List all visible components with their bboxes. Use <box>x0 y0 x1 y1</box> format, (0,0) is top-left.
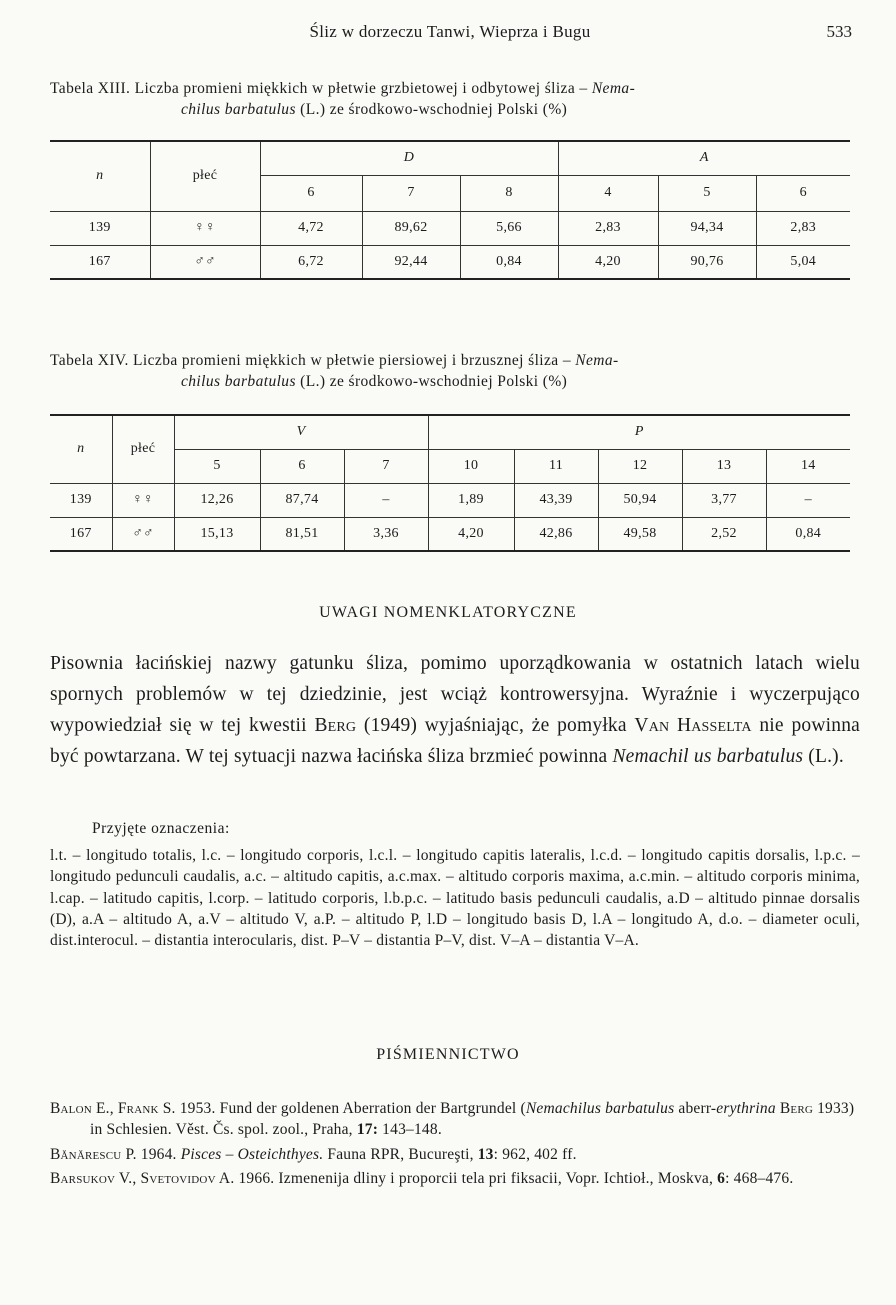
reference-volume: 17: <box>356 1121 379 1139</box>
paragraph-text: (1949) wyjaśniając, że pomyłka <box>356 715 635 736</box>
reference-item <box>50 1168 860 1189</box>
table-cell: 4,20 <box>428 517 514 551</box>
table13-caption-prefix: Tabela XIII. Liczba promieni miękkich w płetwie grzbietowej i odbytowej śliza – <box>50 80 592 97</box>
reference-text: aberr- <box>674 1100 717 1117</box>
abbreviations-text: l.t. – longitudo totalis, l.c. – longitudo corporis, l.c.l. – longitudo capitis lateralis, l.c.d. – longitudo capitis dorsalis, l.p.c. – longitudo pedunculi caudalis, a.c. – altitudo capitis, a.c.max. – altitudo corporis maxima, a.c.min. – altitudo corporis minima, l.cap. – latitudo capitis, l.corp. – latitudo corporis, l.b.p.c. – latitudo basis pedunculi caudalis, a.D – altitudo pinnae dorsalis (D), a.A – altitudo A, a.V – altitudo V, a.P. – altitudo P, l.D – longitudo basis D, l.A – longitudo A, d.o. – diameter oculi, dist.interocul. – distantia interocularis, dist. P–V – distantia P–V, dist. V–A – distantia V–A. <box>50 847 860 950</box>
reference-italic: Pisces – Osteichthyes. <box>180 1145 324 1163</box>
table-cell: 89,62 <box>362 211 460 245</box>
table14-subheader: 13 <box>682 449 766 483</box>
table-cell-n: 139 <box>50 211 150 245</box>
table-cell-sex: ♂♂ <box>112 517 174 551</box>
table14-caption-suffix: (L.) ze środkowo-wschodniej Polski (%) <box>295 373 568 390</box>
table-cell-n: 167 <box>50 245 150 279</box>
reference-item <box>50 1098 860 1141</box>
running-head <box>48 22 852 46</box>
table-cell: 5,66 <box>460 211 558 245</box>
body-paragraph <box>50 648 860 772</box>
table14-header-group2: P <box>428 415 850 449</box>
table14-header-sex: płeć <box>112 415 174 483</box>
table-cell: 1,89 <box>428 483 514 517</box>
reference-authors: Bănărescu P. <box>50 1145 137 1163</box>
table-cell: 81,51 <box>260 517 344 551</box>
table-cell-n: 167 <box>50 517 112 551</box>
table-cell: – <box>766 483 850 517</box>
paragraph-text: (L.). <box>803 746 844 767</box>
reference-text: 1933) in Schlesien. Věst. Čs. spol. zool., Praha, <box>90 1100 855 1139</box>
section-title-references: PIŚMIENNICTWO <box>376 1046 520 1063</box>
reference-text: : 468–476. <box>725 1170 794 1188</box>
table13-header-n: n <box>50 141 150 211</box>
table14-caption <box>50 350 860 392</box>
table-cell: 5,04 <box>756 245 850 279</box>
table13-caption-species-1: Nema- <box>591 80 636 97</box>
table13-caption-suffix: (L.) ze środkowo-wschodniej Polski (%) <box>295 101 568 118</box>
table14-subheader: 11 <box>514 449 598 483</box>
table-cell: 49,58 <box>598 517 682 551</box>
table-cell-sex: ♂♂ <box>150 245 260 279</box>
table-cell: 3,77 <box>682 483 766 517</box>
author-name: Berg <box>314 715 357 736</box>
table13-header-sex: płeć <box>150 141 260 211</box>
table14-subheader: 14 <box>766 449 850 483</box>
table-row <box>50 483 850 517</box>
table-cell-sex: ♀♀ <box>112 483 174 517</box>
reference-italic: erythrina <box>716 1100 776 1117</box>
table14-caption-species-2: chilus barbatulus <box>181 373 296 390</box>
table-cell: 0,84 <box>766 517 850 551</box>
reference-text: 143–148. <box>378 1121 442 1139</box>
table14-subheader: 6 <box>260 449 344 483</box>
table13-subheader: 6 <box>260 175 362 211</box>
running-head-title: Śliz w dorzeczu Tanwi, Wieprza i Bugu <box>309 22 591 41</box>
section-title-nomenclature: UWAGI NOMENKLATORYCZNE <box>319 604 577 621</box>
table14-caption-prefix: Tabela XIV. Liczba promieni miękkich w płetwie piersiowej i brzusznej śliza – <box>50 352 576 369</box>
reference-text: : 962, 402 ff. <box>493 1145 577 1163</box>
table-cell: 12,26 <box>174 483 260 517</box>
abbreviations-title: Przyjęte oznaczenia: <box>92 820 230 837</box>
table14-caption-species-1: Nema- <box>575 352 619 369</box>
reference-list <box>50 1098 860 1193</box>
table13-subheader: 4 <box>558 175 658 211</box>
table13-header-group1: D <box>260 141 558 175</box>
paragraph-text: nie powinna być powtarzana. W tej sytuacji nazwa łacińska śliza brzmieć powinna <box>50 715 860 767</box>
table-cell: 0,84 <box>460 245 558 279</box>
reference-text: 1953. Fund der goldenen Aberration der Bartgrundel ( <box>175 1100 526 1117</box>
table13-subheader: 8 <box>460 175 558 211</box>
table-cell-n: 139 <box>50 483 112 517</box>
table-cell: 2,83 <box>756 211 850 245</box>
table14-subheader: 10 <box>428 449 514 483</box>
table-xiii <box>50 140 850 280</box>
table14-subheader: 12 <box>598 449 682 483</box>
reference-authors: Balon E., Frank S. <box>50 1100 176 1117</box>
table-cell: 50,94 <box>598 483 682 517</box>
table-cell: 94,34 <box>658 211 756 245</box>
reference-volume: 6 <box>717 1170 726 1188</box>
reference-text: Fauna RPR, Bucureşti, <box>323 1145 478 1163</box>
table-row <box>50 517 850 551</box>
table-row <box>50 245 850 279</box>
table-cell: 15,13 <box>174 517 260 551</box>
table-cell: 3,36 <box>344 517 428 551</box>
table-cell: 2,52 <box>682 517 766 551</box>
author-name: Van Hasselta <box>634 715 752 736</box>
page-number: 533 <box>826 22 852 41</box>
reference-text: 1966. Izmenenija dliny i proporcii tela pri fiksacii, Vopr. Ichtioł., Moskva, <box>234 1170 718 1188</box>
table-cell: 92,44 <box>362 245 460 279</box>
table-cell: 90,76 <box>658 245 756 279</box>
table14-subheader: 7 <box>344 449 428 483</box>
reference-volume: 13 <box>477 1145 494 1163</box>
table-cell-sex: ♀♀ <box>150 211 260 245</box>
reference-authors: Berg <box>779 1100 813 1117</box>
reference-text: 1964. <box>136 1145 181 1163</box>
table13-subheader: 6 <box>756 175 850 211</box>
table-cell: 87,74 <box>260 483 344 517</box>
table-cell: 4,72 <box>260 211 362 245</box>
table-cell: 42,86 <box>514 517 598 551</box>
species-name: Nemachil us barbatulus <box>612 746 804 767</box>
table13-header-group2: A <box>558 141 850 175</box>
table-cell: 43,39 <box>514 483 598 517</box>
table14-header-group1: V <box>174 415 428 449</box>
table14-header-n: n <box>50 415 112 483</box>
table13-caption <box>50 78 860 120</box>
reference-italic: Nemachilus barbatulus <box>525 1100 675 1117</box>
table13-subheader: 5 <box>658 175 756 211</box>
table-cell: – <box>344 483 428 517</box>
table-cell: 2,83 <box>558 211 658 245</box>
table-xiv <box>50 414 850 552</box>
paragraph-text: Pisownia łacińskiej nazwy gatunku śliza, pomimo uporządkowania w ostatnich latach wielu spornych problemów w tej dziedzinie, jest wciąż kontrowersyjna. Wyraźnie i wyczerpująco wypowiedział się w tej kwestii <box>50 653 860 736</box>
table-row <box>50 211 850 245</box>
table14-subheader: 5 <box>174 449 260 483</box>
table-cell: 4,20 <box>558 245 658 279</box>
table-cell: 6,72 <box>260 245 362 279</box>
reference-item <box>50 1144 860 1165</box>
table13-subheader: 7 <box>362 175 460 211</box>
reference-authors: Barsukov V., Svetovidov A. <box>50 1170 235 1188</box>
table13-caption-species-2: chilus barbatulus <box>181 101 296 118</box>
